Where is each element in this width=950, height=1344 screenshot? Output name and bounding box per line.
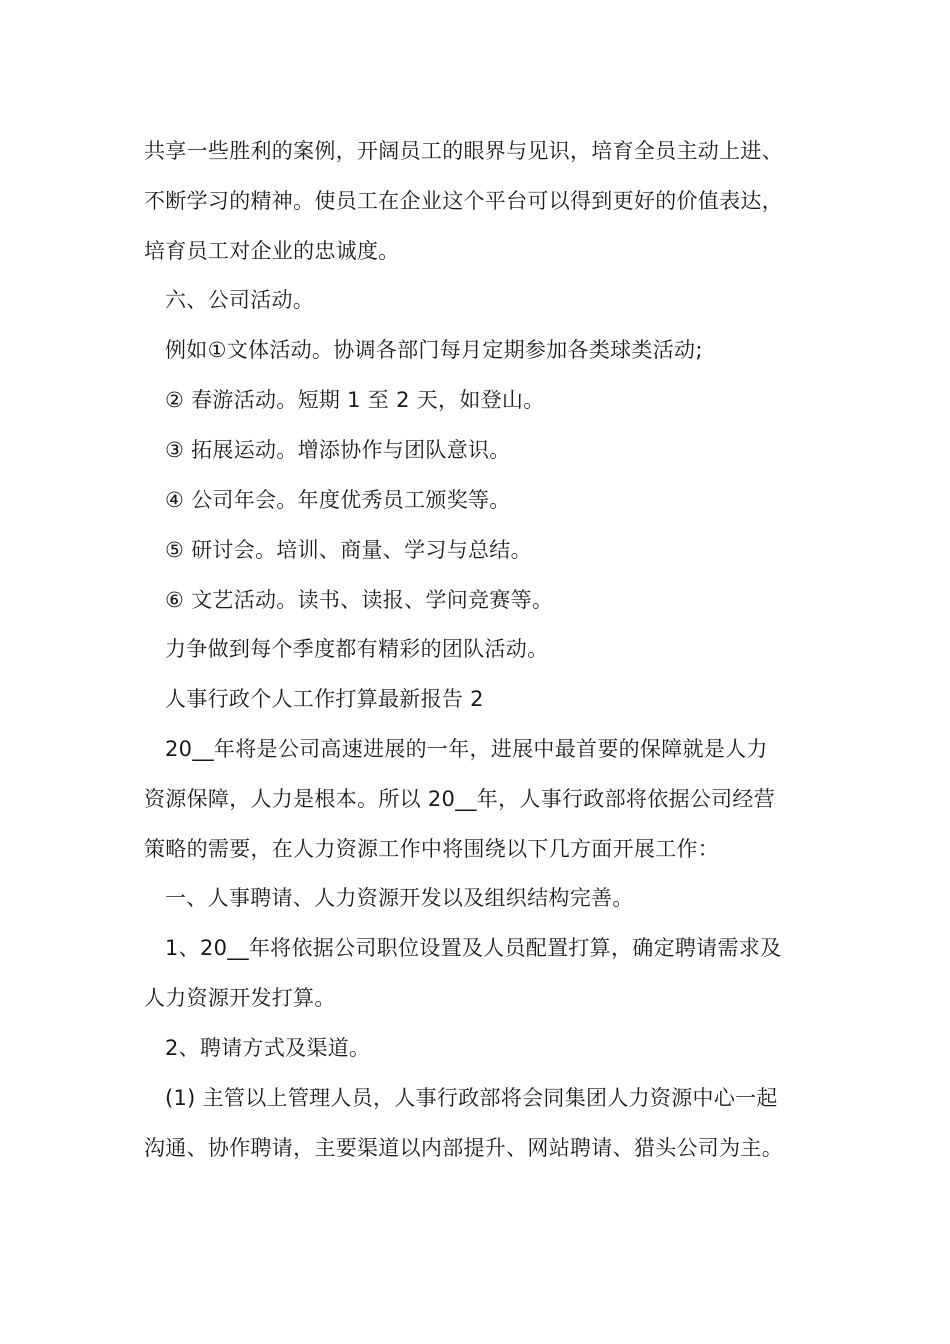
paragraph-line: 策略的需要，在人力资源工作中将围绕以下几方面开展工作：	[144, 837, 720, 861]
paragraph-line: 1、20__年将依据公司职位设置及人员配置打算，确定聘请需求及	[165, 936, 782, 960]
paragraph-line: 培育员工对企业的忠诚度。	[144, 239, 400, 263]
paragraph-line: 力争做到每个季度都有精彩的团队活动。	[165, 637, 549, 661]
list-item: ⑤ 研讨会。培训、商量、学习与总结。	[165, 538, 532, 562]
list-item: ⑥ 文艺活动。读书、读报、学问竞赛等。	[165, 588, 554, 612]
paragraph-line: 共享一些胜利的案例，开阔员工的眼界与见识，培育全员主动上进、	[144, 139, 783, 163]
paragraph-line: (1) 主管以上管理人员，人事行政部将会同集团人力资源中心一起	[165, 1086, 778, 1110]
list-item: ④ 公司年会。年度优秀员工颁奖等。	[165, 488, 511, 512]
paragraph-line: 20__年将是公司高速进展的一年，进展中最首要的保障就是人力	[165, 737, 768, 761]
report-title: 人事行政个人工作打算最新报告 2	[165, 687, 484, 711]
paragraph-line: 2、聘请方式及渠道。	[165, 1036, 371, 1060]
list-item: ③ 拓展运动。增添协作与团队意识。	[165, 438, 511, 462]
section-heading: 一、人事聘请、人力资源开发以及组织结构完善。	[165, 886, 634, 910]
list-item: ② 春游活动。短期 1 至 2 天，如登山。	[165, 388, 545, 412]
paragraph-line: 例如①文体活动。协调各部门每月定期参加各类球类活动;	[165, 338, 703, 362]
paragraph-line: 不断学习的精神。使员工在企业这个平台可以得到更好的价值表达，	[144, 189, 783, 213]
paragraph-line: 沟通、协作聘请，主要渠道以内部提升、网站聘请、猎头公司为主。	[144, 1136, 783, 1160]
paragraph-line: 人力资源开发打算。	[144, 986, 336, 1010]
section-heading: 六、公司活动。	[165, 288, 315, 312]
paragraph-line: 资源保障，人力是根本。所以 20__年，人事行政部将依据公司经营	[144, 787, 775, 811]
